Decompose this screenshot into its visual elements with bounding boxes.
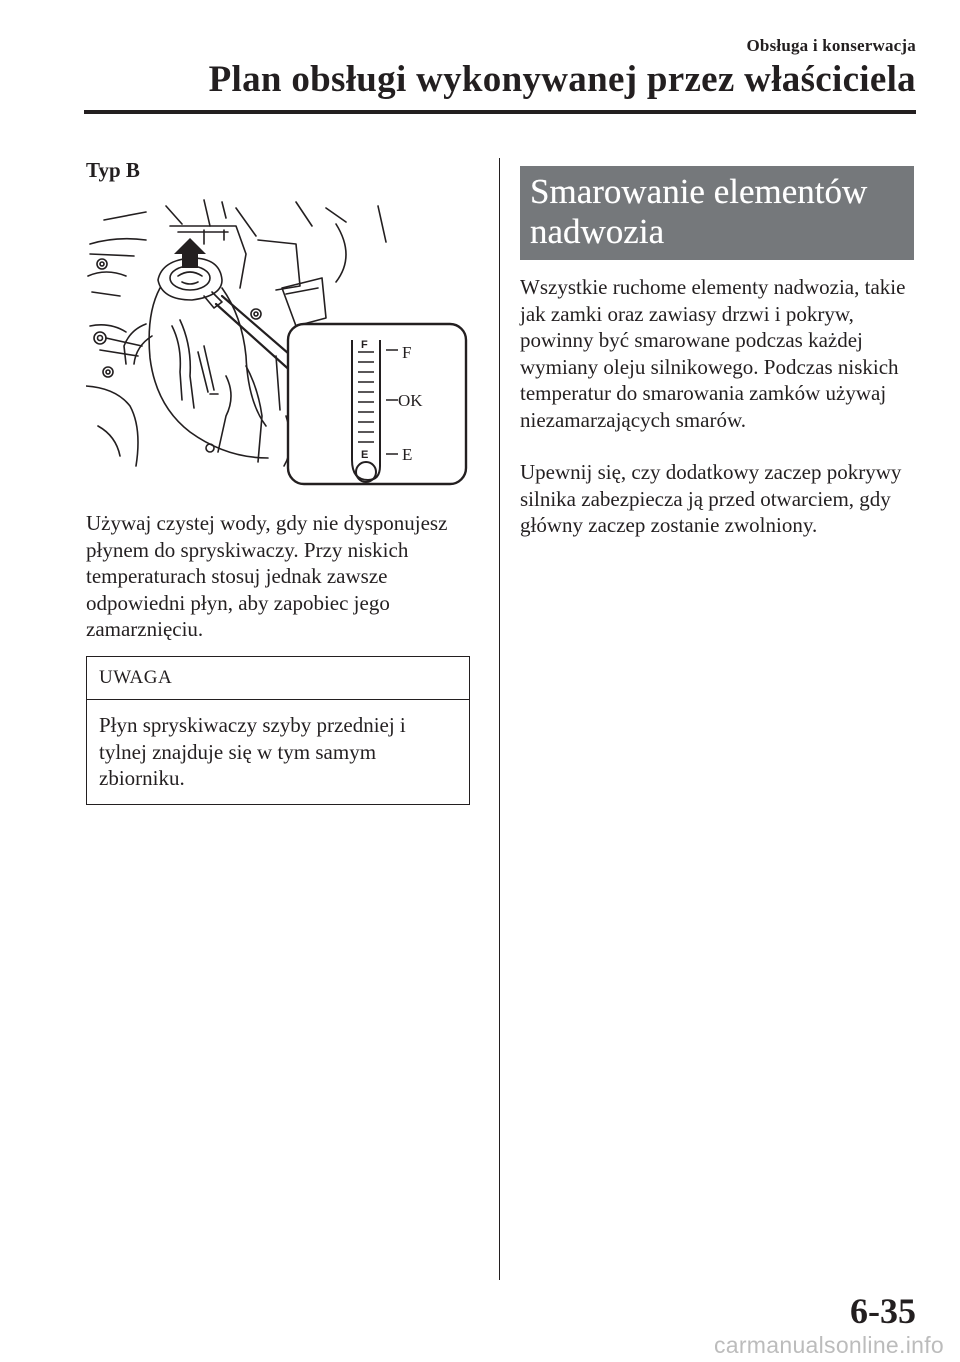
title-rule xyxy=(84,110,916,114)
washer-fluid-paragraph: Używaj czystej wody, gdy nie dysponujesz płynem do spryskiwaczy. Przy niskich temperaturach stosuj jednak zawsze odpowiedni płyn, aby zapobiec jego zamarznięciu. xyxy=(86,511,448,641)
page-title: Plan obsługi wykonywanej przez właściciela xyxy=(208,59,916,100)
note-heading: UWAGA xyxy=(87,657,469,700)
gauge-label-full: F xyxy=(402,343,412,362)
page-number: 6-35 xyxy=(850,1291,916,1331)
hood-latch-paragraph: Upewnij się, czy dodatkowy zaczep pokrywy silnika zabezpiecza ją przed otwarciem, gdy główny zaczep zostanie zwolniony. xyxy=(520,460,902,537)
gauge-empty-mark: E xyxy=(361,449,369,461)
gauge-label-empty: E xyxy=(402,445,413,464)
gauge-full-mark: F xyxy=(361,339,368,351)
section-heading: Smarowanie elementów nadwozia xyxy=(520,166,914,260)
section-kicker: Obsługa i konserwacja xyxy=(746,36,916,55)
left-column xyxy=(86,158,470,790)
lubrication-paragraph: Wszystkie ruchome elementy nadwozia, takie jak zamki oraz zawiasy drzwi i pokryw, powinny być smarowane podczas każdej wymiany oleju silnikowego. Podczas niskich temperatur do smarowania zamków używaj niezamarzających smarów. xyxy=(520,275,906,432)
right-column xyxy=(520,166,914,539)
watermark: carmanualsonline.info xyxy=(713,1332,944,1358)
gauge-label-ok: OK xyxy=(398,391,423,410)
washer-reservoir-illustration xyxy=(86,196,470,492)
note-box xyxy=(86,656,470,805)
note-text: Płyn spryskiwaczy szyby przedniej i tylnej znajduje się w tym samym zbiorniku. xyxy=(99,713,406,790)
column-divider xyxy=(499,158,500,1280)
type-label: Typ B xyxy=(86,158,140,182)
